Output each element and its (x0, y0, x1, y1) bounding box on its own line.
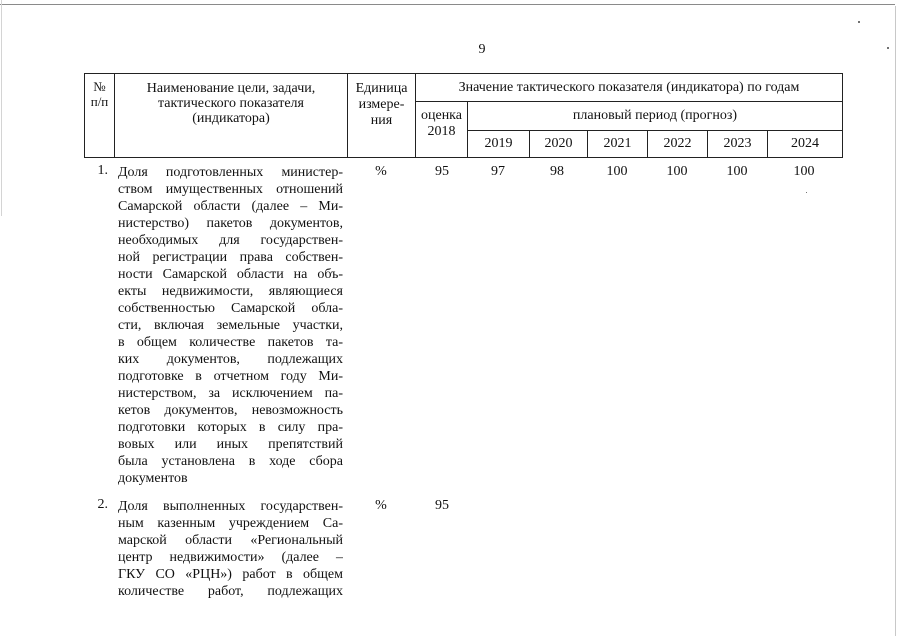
scan-speck (806, 192, 807, 193)
scan-edge-left (1, 0, 2, 216)
row-name-line: ности Самарской области на объ- (118, 267, 343, 282)
row-name-line: марской области «Региональный (118, 533, 343, 548)
row-name-line: подготовки которых в силу пра- (118, 420, 343, 435)
header-year-2021: 2021 (603, 136, 632, 151)
header-col-number-line: п/п (90, 94, 109, 109)
header-top-border (84, 73, 842, 74)
scan-speck (858, 21, 860, 23)
row-name-line: нистерство) пакетов документов, (118, 216, 343, 231)
header-planned-group: плановый период (прогноз) (572, 108, 738, 123)
row-name-line: ких документов, подлежащих (118, 352, 343, 367)
row-name-line: центр недвижимости» (далее – (118, 550, 343, 565)
row-name-line: Самарской области (далее – Ми- (118, 199, 343, 214)
header-divider-values (415, 101, 842, 102)
row-value-2020: 98 (550, 164, 564, 179)
row-name-line: кетов документов, невозможность (118, 403, 343, 418)
row-name-line: ным казенным учреждением Са- (118, 516, 343, 531)
row-value-2021: 100 (606, 164, 628, 179)
header-year-2020: 2020 (544, 136, 573, 151)
header-year-2022: 2022 (663, 136, 692, 151)
header-col-name (115, 81, 347, 126)
row-unit: % (375, 164, 387, 179)
header-values-group: Значение тактического показателя (индикатора) по годам (458, 80, 800, 95)
page-number: 9 (478, 42, 486, 57)
header-col-unit-line: Единица (355, 81, 408, 96)
row-value-2019: 97 (491, 164, 505, 179)
row-name-line: ГКУ СО «РЦН») работ в общем (118, 567, 343, 582)
row-value-2024: 100 (793, 164, 815, 179)
header-year-2024: 2024 (791, 136, 819, 151)
row-name-line: количестве работ, подлежащих (118, 584, 343, 599)
header-bottom-border (84, 157, 842, 158)
row-estimate-2018: 95 (435, 164, 449, 179)
row-name-line: Доля выполненных государствен- (118, 499, 343, 514)
row-name-line: екты недвижимости, являющиеся (118, 284, 343, 299)
header-divider-planned (467, 130, 842, 131)
header-col-name-line: Наименование цели, задачи, (146, 81, 316, 96)
header-col-number (85, 79, 114, 109)
header-col-name-line: тактического показателя (158, 96, 304, 111)
row-indicator-name (118, 164, 343, 487)
row-estimate-2018: 95 (435, 498, 449, 513)
header-estimate-line: оценка (420, 108, 462, 123)
header-col-unit-line: ния (370, 113, 393, 128)
row-name-line: подготовке в отчетном году Ми- (118, 369, 343, 384)
row-number: 1. (97, 163, 108, 178)
row-name-line: Доля подготовленных министер- (118, 165, 343, 180)
row-name-line: нистерством, за исключением па- (118, 386, 343, 401)
row-name-line: ной регистрации права собствен- (118, 250, 343, 265)
row-name-line: документов (118, 471, 188, 486)
row-name-line: вовых или иных препятствий (118, 437, 343, 452)
row-name-line: ством имущественных отношений (118, 182, 343, 197)
row-value-2022: 100 (666, 164, 688, 179)
header-col-unit (348, 81, 415, 129)
row-value-2023: 100 (726, 164, 748, 179)
row-indicator-name (118, 498, 343, 600)
header-right-border (842, 73, 843, 158)
header-estimate-2018 (416, 108, 467, 140)
header-year-2019: 2019 (484, 136, 513, 151)
row-name-line: необходимых для государствен- (118, 233, 343, 248)
row-name-line: сти, включая земельные участки, (118, 318, 343, 333)
header-estimate-line: 2018 (427, 124, 456, 139)
row-unit: % (375, 498, 387, 513)
header-col-number-line: № (93, 79, 106, 94)
scan-edge-top (0, 4, 895, 5)
scan-speck (887, 47, 889, 49)
header-col-name-line: (индикатора) (192, 111, 270, 126)
row-name-line: в общем количестве пакетов та- (118, 335, 343, 350)
scan-edge-right (895, 6, 896, 636)
row-name-line: собственностью Самарской обла- (118, 301, 343, 316)
header-year-2023: 2023 (723, 136, 752, 151)
header-col-unit-line: измере- (358, 97, 405, 112)
row-number: 2. (97, 497, 108, 512)
row-name-line: была установлена в ходе сбора (118, 454, 343, 469)
